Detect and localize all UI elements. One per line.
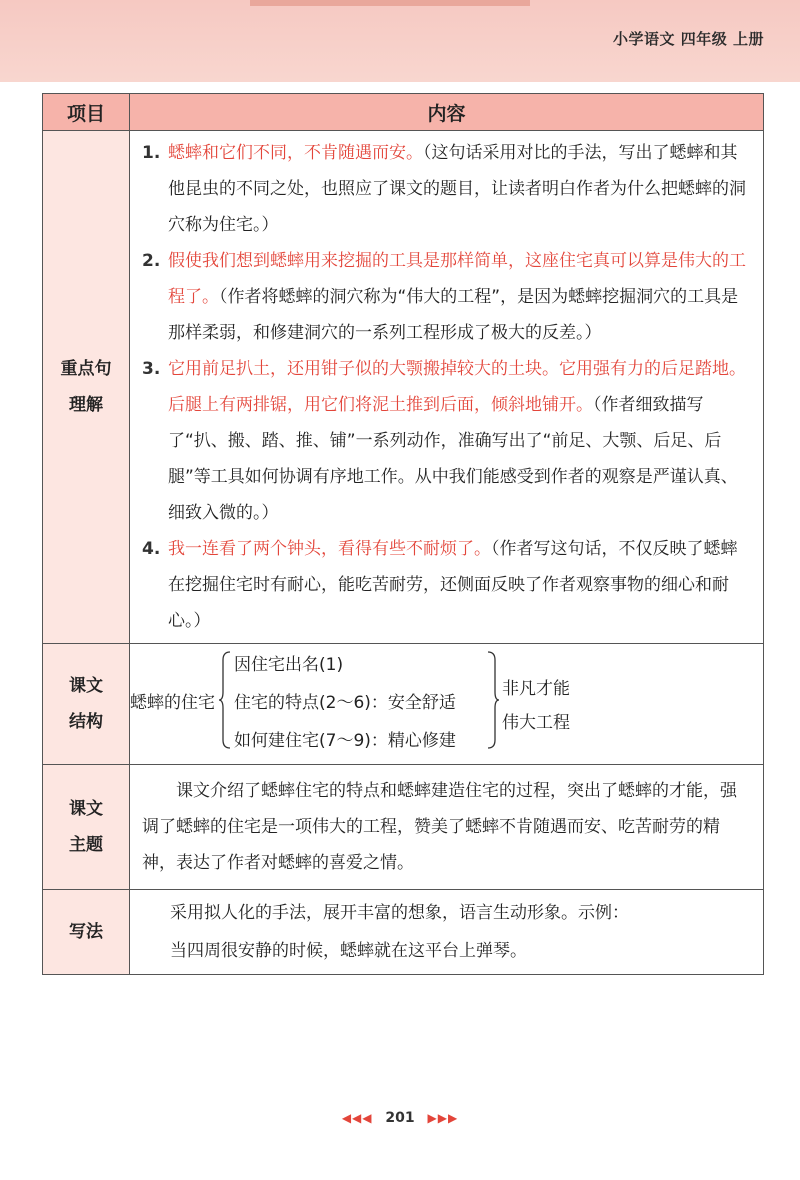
list-item: 3. 它用前足扒土，还用钳子似的大颚搬掉较大的土块。它用强有力的后足踏地。后腿上有两排锯，用它们将泥土推到后面，倾斜地铺开。（作者细致描写了“扒、搬、踏、推、铺”一系列动作，准确写出了“前足、大颚、后足、后腿”等工具如何协调有序地工作。从中我们能感受到作者的观察是严谨认真、细致入微的。） bbox=[142, 359, 746, 523]
writing-line-2: 当四周很安静的时候，蟋蟀就在这平台上弹琴。 bbox=[170, 941, 527, 961]
list-item: 1. 蟋蟀和它们不同，不肯随遇而安。（这句话采用对比的手法，写出了蟋蟀和其他昆虫的不同之处，也照应了课文的题目，让读者明白作者为什么把蟋蟀的洞穴称为住宅。） bbox=[142, 143, 746, 235]
structure-branch-2: 住宅的特点(2～6)：安全舒适 bbox=[234, 693, 456, 713]
prev-arrows-icon: ◀◀◀ bbox=[341, 1111, 373, 1125]
structure-branch-3: 如何建住宅(7～9)：精心修建 bbox=[234, 731, 456, 751]
row-label: 课文 结构 bbox=[43, 644, 130, 764]
structure-root: 蟋蟀的住宅 bbox=[130, 693, 215, 713]
summary-table bbox=[42, 93, 764, 975]
list-item: 4. 我一连看了两个钟头，看得有些不耐烦了。（作者写这句话，不仅反映了蟋蟀在挖掘住宅时有耐心，能吃苦耐劳，还侧面反映了作者观察事物的细心和耐心。） bbox=[142, 539, 738, 631]
next-arrows-icon: ▶▶▶ bbox=[427, 1111, 459, 1125]
table-header bbox=[43, 94, 763, 131]
structure-right-2: 伟大工程 bbox=[502, 713, 570, 733]
structure-diagram bbox=[130, 644, 763, 764]
row-theme bbox=[43, 765, 763, 890]
list-item: 2. 假使我们想到蟋蟀用来挖掘的工具是那样简单，这座住宅真可以算是伟大的工程了。（作者将蟋蟀的洞穴称为“伟大的工程”，是因为蟋蟀挖掘洞穴的工具是那样柔弱，和修建洞穴的一系列工程形成了极大的反差。） bbox=[142, 251, 746, 343]
book-title: 小学语文 四年级 上册 bbox=[613, 30, 764, 48]
structure-branch-1: 因住宅出名(1) bbox=[234, 655, 344, 675]
row-key-sentences bbox=[43, 131, 763, 644]
theme-cell bbox=[130, 765, 763, 889]
header-decoration bbox=[250, 0, 530, 6]
writing-line-1: 采用拟人化的手法，展开丰富的想象，语言生动形象。示例： bbox=[170, 903, 629, 923]
writing-cell bbox=[130, 890, 763, 974]
structure-right-1: 非凡才能 bbox=[502, 679, 570, 699]
row-writing bbox=[43, 890, 763, 974]
column-header-item: 项目 bbox=[43, 94, 130, 130]
right-brace-icon bbox=[486, 650, 500, 750]
row-structure bbox=[43, 644, 763, 765]
page-number: 201 bbox=[385, 1110, 415, 1126]
left-brace-icon bbox=[218, 650, 232, 750]
row-label: 写法 bbox=[43, 890, 130, 974]
row-label: 重点句 理解 bbox=[43, 131, 130, 643]
column-header-content: 内容 bbox=[130, 94, 763, 130]
page-footer bbox=[0, 1110, 800, 1126]
key-sentence-list bbox=[130, 131, 763, 643]
theme-text: 课文介绍了蟋蟀住宅的特点和蟋蟀建造住宅的过程，突出了蟋蟀的才能，强调了蟋蟀的住宅是一项伟大的工程，赞美了蟋蟀不肯随遇而安、吃苦耐劳的精神，表达了作者对蟋蟀的喜爱之情。 bbox=[142, 781, 737, 873]
row-label: 课文 主题 bbox=[43, 765, 130, 889]
